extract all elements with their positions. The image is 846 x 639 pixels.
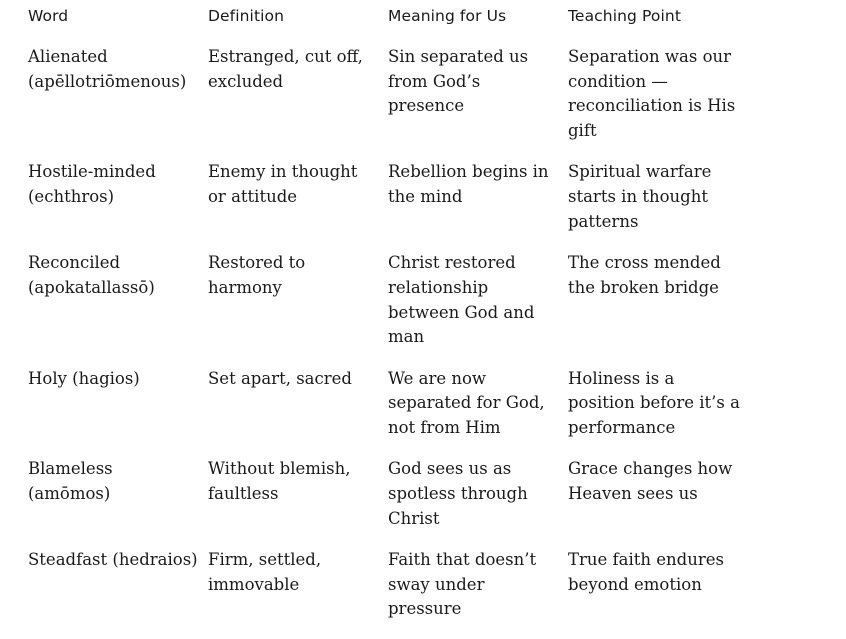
- header-teaching-point: Teaching Point: [568, 7, 681, 25]
- teaching-cell: Spiritual warfare starts in thought patterns: [568, 162, 712, 231]
- teaching-cell: The cross mended the broken bridge: [568, 253, 721, 297]
- definition-cell: Without blemish, faultless: [208, 459, 351, 503]
- definition-cell: Restored to harmony: [208, 253, 306, 297]
- definition-cell: Enemy in thought or attitude: [208, 162, 358, 207]
- definition-cell: Estranged, cut off, excluded: [208, 47, 363, 91]
- header-word: Word: [28, 7, 69, 25]
- table-row: [28, 45, 748, 144]
- meaning-cell: Rebellion begins in the mind: [388, 162, 549, 207]
- header-definition: Definition: [208, 7, 285, 25]
- word-cell: Steadfast (hedraios): [28, 549, 198, 569]
- table-row: [28, 367, 748, 441]
- table-header-row: [28, 4, 748, 45]
- word-cell: Holy (hagios): [28, 368, 140, 388]
- meaning-cell: God sees us as spotless through Christ: [388, 459, 528, 528]
- meaning-cell: We are now separated for God, not from Him: [388, 368, 545, 437]
- teaching-cell: True faith endures beyond emotion: [568, 549, 724, 594]
- table-row: [28, 251, 748, 350]
- meaning-cell: Christ restored relationship between God and man: [388, 253, 535, 347]
- meaning-cell: Sin separated us from God’s presence: [388, 47, 529, 116]
- teaching-cell: Grace changes how Heaven sees us: [568, 459, 733, 503]
- teaching-cell: Holiness is a position before it’s a performance: [568, 368, 740, 437]
- header-meaning: Meaning for Us: [388, 7, 507, 25]
- word-study-table: [28, 4, 748, 639]
- table-row: [28, 548, 748, 622]
- meaning-cell: Faith that doesn’t sway under pressure: [388, 549, 537, 619]
- definition-cell: Set apart, sacred: [208, 368, 352, 388]
- word-cell: Blameless (amōmos): [28, 459, 113, 503]
- definition-cell: Firm, settled, immovable: [208, 549, 322, 594]
- teaching-cell: Separation was our condition — reconciliation is His gift: [568, 47, 736, 141]
- table-row: [28, 160, 748, 234]
- word-cell: Hostile-minded (echthros): [28, 162, 156, 207]
- word-cell: Reconciled (apokatallassō): [28, 253, 155, 297]
- word-cell: Alienated (apēllotriōmenous): [28, 47, 187, 91]
- table-row: [28, 457, 748, 531]
